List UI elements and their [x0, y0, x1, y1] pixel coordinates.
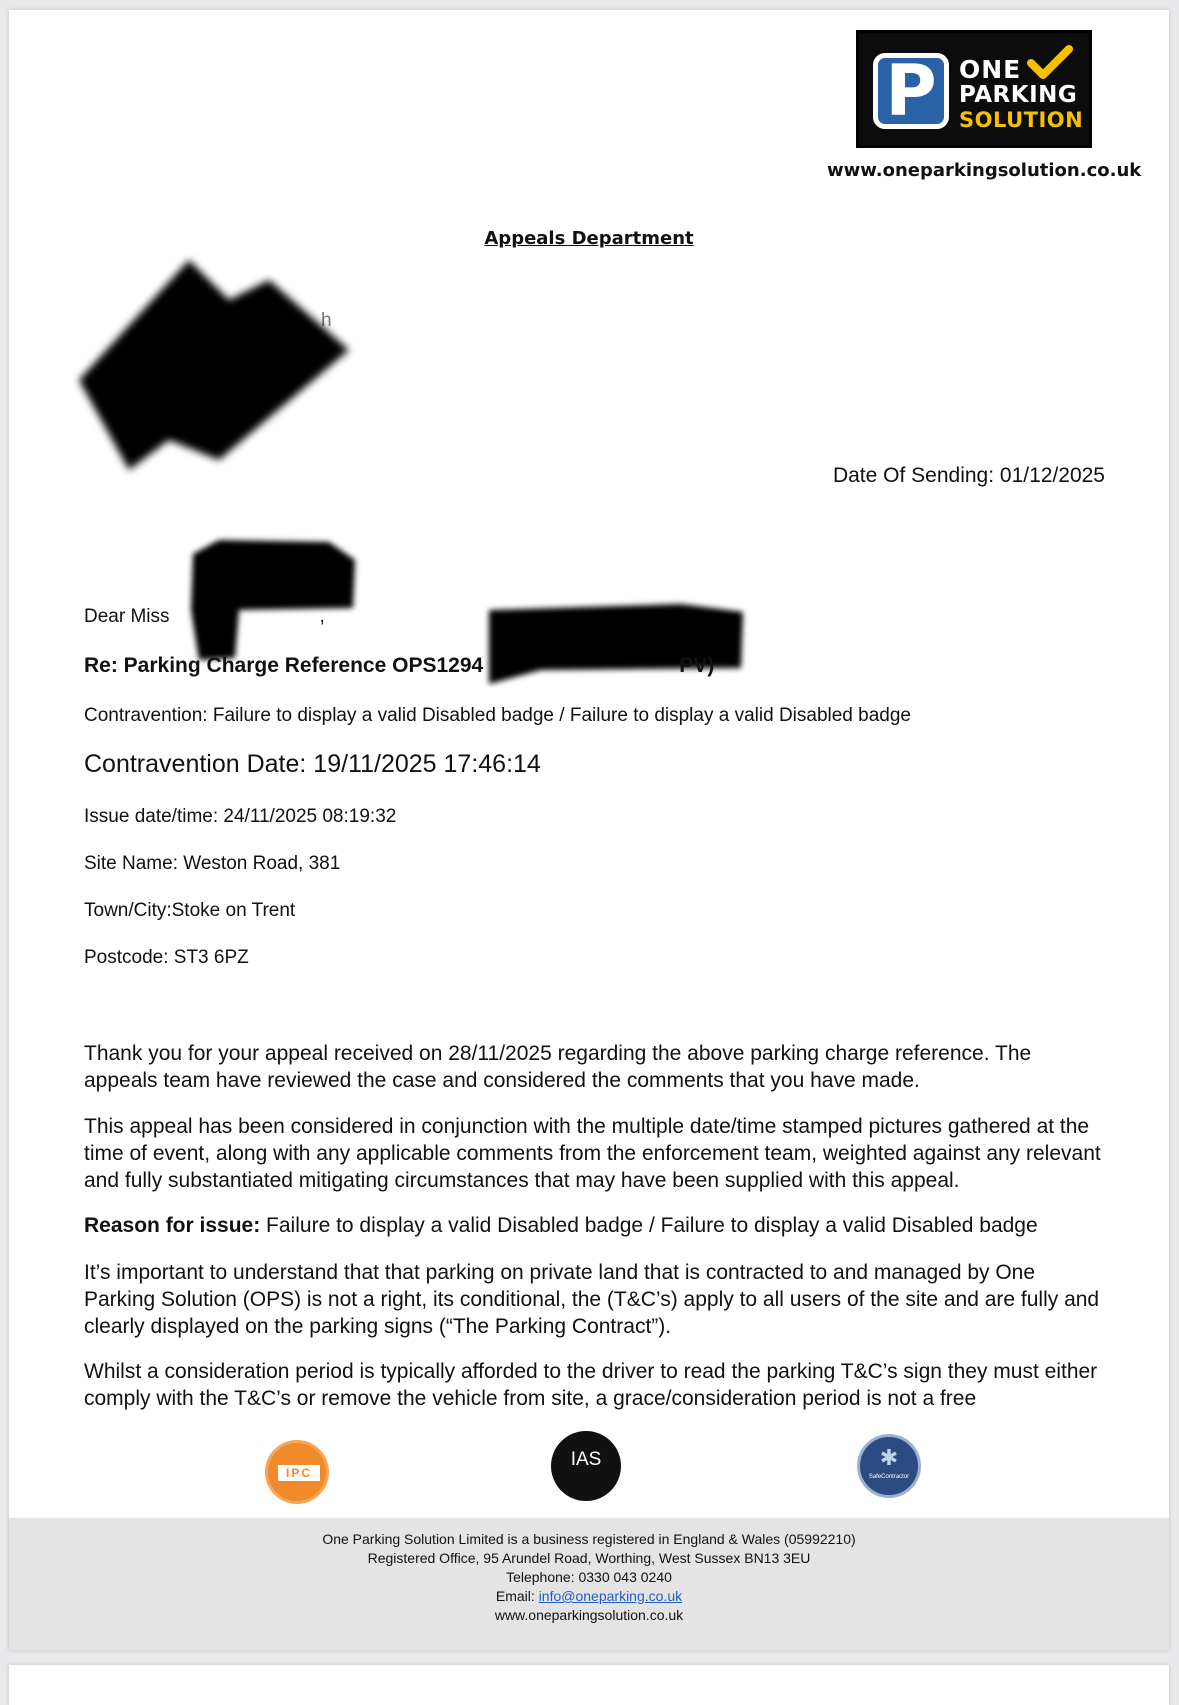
logo-word-one: ONE	[959, 55, 1022, 84]
paragraph-private-land: It’s important to understand that that parking on private land that is contracted to and managed by One Parking Solution (OPS) is not a right, its conditional, the (T&C’s) apply to all users of the site and are fully and clearly displayed on the parking signs (“The Parking Contract”).	[84, 1261, 1100, 1338]
footer-email-link[interactable]: info@oneparking.co.uk	[538, 1588, 683, 1604]
parking-p-icon: P	[873, 53, 949, 129]
reason-text: Failure to display a valid Disabled badge / Failure to display a valid Disabled badge	[260, 1214, 1038, 1237]
letter-page	[9, 10, 1169, 1650]
salutation	[84, 606, 325, 628]
reason-label: Reason for issue:	[84, 1214, 261, 1237]
date-of-sending: Date Of Sending: 01/12/2025	[832, 464, 1105, 487]
safecontractor-star-icon: ✱	[879, 1445, 899, 1470]
reference-text: Re: Parking Charge Reference OPS1294	[84, 654, 484, 677]
ipc-accredited-badge	[265, 1440, 329, 1504]
contravention: Contravention: Failure to display a valid Disabled badge / Failure to display a valid Disabled badge	[84, 705, 911, 726]
safecontractor-badge	[857, 1434, 921, 1498]
town-city: Town/City:Stoke on Trent	[84, 900, 296, 921]
logo-word-parking: PARKING	[959, 82, 1078, 108]
footer-website: www.oneparkingsolution.co.uk	[494, 1607, 684, 1623]
footer-telephone: Telephone: 0330 043 0240	[506, 1569, 672, 1585]
postcode: Postcode: ST3 6PZ	[84, 947, 249, 968]
logo-word-solution: SOLUTION	[959, 108, 1084, 132]
reference-end: PV)	[679, 654, 715, 677]
ias-badge	[551, 1431, 621, 1501]
address-redaction	[69, 240, 369, 480]
next-page-edge	[9, 1665, 1169, 1705]
footer-email	[9, 1587, 1169, 1606]
paragraph-consideration: This appeal has been considered in conjunction with the multiple date/time stamped pictures gathered at the time of event, along with any applicable comments from the enforcement team, weighted against any relevant and fully substantiated mitigating circumstances that may have been supplied with this appeal.	[84, 1115, 1101, 1192]
header-website: www.oneparkingsolution.co.uk	[827, 160, 1142, 181]
paragraph-grace-period: Whilst a consideration period is typically afforded to the driver to read the parking T&C’s sign they must either comply with the T&C’s or remove the vehicle from site, a grace/consideration period is not a free	[84, 1360, 1098, 1410]
contravention-date: Contravention Date: 19/11/2025 17:46:14	[84, 750, 541, 778]
company-logo	[856, 30, 1092, 148]
footer-email-label: Email:	[495, 1588, 539, 1604]
salutation-text: Dear Miss	[84, 606, 170, 627]
footer-address: Registered Office, 95 Arundel Road, Worthing, West Sussex BN13 3EU	[367, 1550, 811, 1566]
footer-registration: One Parking Solution Limited is a business registered in England & Wales (05992210)	[322, 1531, 856, 1547]
ipc-label: IPC	[278, 1465, 320, 1481]
department-title: Appeals Department	[484, 228, 694, 249]
site-name: Site Name: Weston Road, 381	[84, 853, 341, 874]
name-redaction	[179, 530, 369, 670]
reference-line	[84, 654, 714, 678]
ias-label: IAS	[570, 1449, 602, 1470]
paragraph-appeal-received: Thank you for your appeal received on 28/11/2025 regarding the above parking charge reference. The appeals team have reviewed the case and considered the comments that you have made.	[84, 1042, 1032, 1092]
footer	[9, 1518, 1169, 1650]
paragraph-reason	[84, 1212, 1104, 1239]
issue-date: Issue date/time: 24/11/2025 08:19:32	[84, 806, 397, 827]
salutation-end: ,	[319, 606, 325, 627]
checkmark-icon	[1027, 45, 1073, 81]
address-fragment: h	[321, 310, 332, 331]
safecontractor-label: SafeContractor	[868, 1474, 910, 1480]
